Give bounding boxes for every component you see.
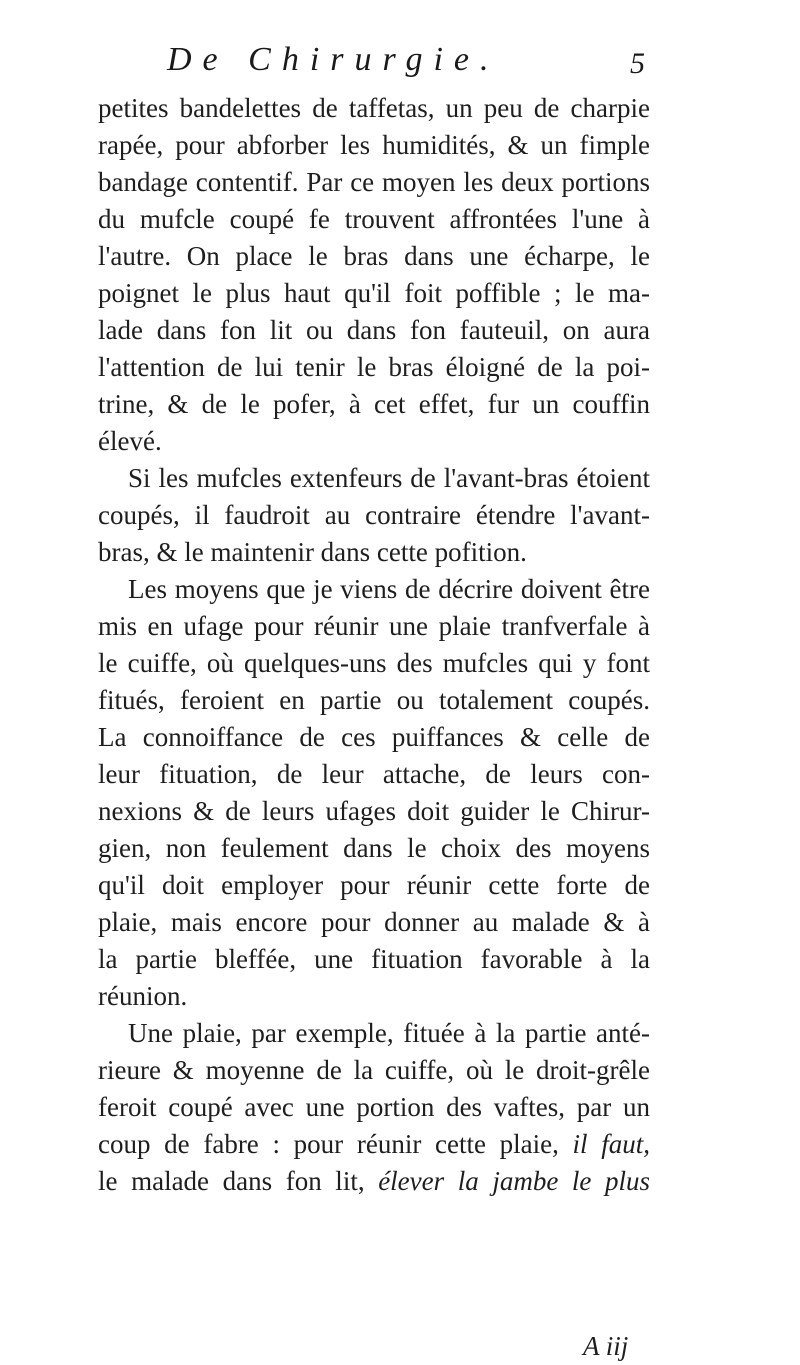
text-line: la partie bleffée, une fituation favorable à la xyxy=(98,944,650,974)
italic-text-run: il faut, xyxy=(572,1129,650,1159)
paragraph-start-line: Les moyens que je viens de décrire doivent être xyxy=(128,574,650,604)
text-line: l'attention de lui tenir le bras éloigné de la poi- xyxy=(98,352,650,382)
paragraph-start-line: Une plaie, par exemple, fituée à la partie anté- xyxy=(128,1018,650,1048)
text-line: mis en ufage pour réunir une plaie tranfverfale à xyxy=(98,611,650,641)
text-line: coupés, il faudroit au contraire étendre l'avant- xyxy=(98,500,650,530)
text-line: le cuiffe, où quelques-uns des mufcles qui y font xyxy=(98,648,650,678)
paragraph-start-line: Si les mufcles extenfeurs de l'avant-bras étoient xyxy=(128,463,650,493)
text-line: élevé. xyxy=(98,426,162,456)
signature-mark: A iij xyxy=(583,1331,629,1361)
text-line-mixed xyxy=(98,1125,650,1163)
page-number: 5 xyxy=(630,47,645,80)
text-line: La connoiffance de ces puiffances & celle de xyxy=(98,722,650,752)
text-line: du mufcle coupé fe trouvent affrontées l'une à xyxy=(98,204,650,234)
page-header xyxy=(0,38,800,88)
text-line: nexions & de leurs ufages doit guider le Chirur- xyxy=(98,796,650,826)
text-line: plaie, mais encore pour donner au malade & à xyxy=(98,907,650,937)
text-line: réunion. xyxy=(98,981,188,1011)
text-line: gien, non feulement dans le choix des moyens xyxy=(98,833,650,863)
text-line: bras, & le maintenir dans cette pofition. xyxy=(98,537,527,567)
text-line: petites bandelettes de taffetas, un peu de charpie xyxy=(98,93,650,123)
text-run: coup de fabre : pour réunir cette plaie, xyxy=(98,1129,559,1159)
text-line: lade dans fon lit ou dans fon fauteuil, on aura xyxy=(98,315,650,345)
text-line: trine, & de le pofer, à cet effet, fur un couffin xyxy=(98,389,650,419)
text-line: rieure & moyenne de la cuiffe, où le droit-grêle xyxy=(98,1055,650,1085)
text-line-mixed xyxy=(98,1162,650,1200)
text-run: le malade dans fon lit, xyxy=(98,1166,365,1196)
text-line: feroit coupé avec une portion des vaftes, par un xyxy=(98,1092,650,1122)
text-line: bandage contentif. Par ce moyen les deux portions xyxy=(98,167,650,197)
text-line: qu'il doit employer pour réunir cette forte de xyxy=(98,870,650,900)
text-line: poignet le plus haut qu'il foit poffible ; le ma- xyxy=(98,278,650,308)
text-line: l'autre. On place le bras dans une écharpe, le xyxy=(98,241,650,271)
text-line: fitués, feroient en partie ou totalement coupés. xyxy=(98,685,650,715)
italic-text-run: élever la jambe le plus xyxy=(378,1166,651,1196)
running-title: De Chirurgie. xyxy=(167,41,500,78)
text-line: rapée, pour abforber les humidités, & un fimple xyxy=(98,130,650,160)
text-line: leur fituation, de leur attache, de leurs con- xyxy=(98,759,650,789)
